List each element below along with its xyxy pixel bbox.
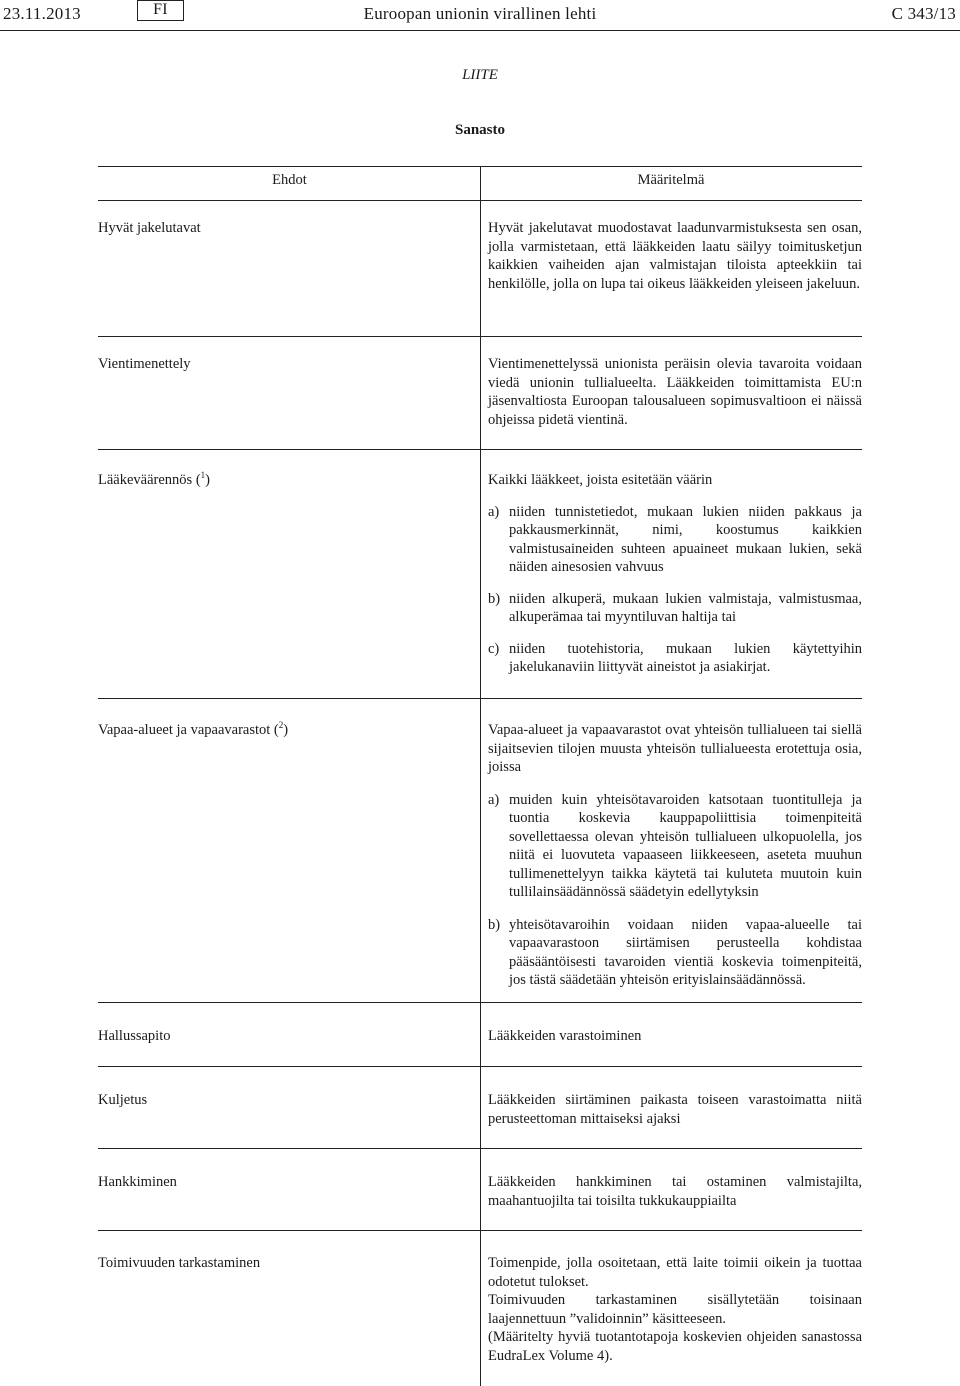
term-row-6: Kuljetus	[98, 1092, 148, 1108]
definition-row-8	[488, 1254, 862, 1365]
term-row-3	[98, 471, 458, 490]
definition-row-7	[488, 1173, 862, 1210]
row-divider	[98, 698, 862, 699]
term-row-2: Vientimenettely	[98, 356, 191, 372]
column-header-terms: Ehdot	[272, 172, 307, 188]
list-item-text: muiden kuin yhteisötavaroiden katsotaan tuontitulleja ja tuontia koskevia kauppapoliittisia toimenpiteitä sovellettaessa olevan yhteisön tullialueen ulkopuolella, jos niitä ei luovuteta vapaaseen liikkeeseen, aseteta muuhun tullimenettelyyn taikka käytetä tai kuluteta muutoin kuin tullilainsäädännössä säädetyin edellytyksin	[509, 791, 862, 900]
list-item-label: b)	[488, 590, 501, 607]
glossary-title: Sanasto	[454, 122, 506, 138]
annex-title: LIITE	[462, 67, 498, 83]
term-row-4	[98, 721, 458, 740]
definition-line: Toimivuuden tarkastaminen sisällytetään toisinaan laajennettuun ”validoinnin” käsitteeseen.	[488, 1292, 862, 1327]
definition-intro: Kaikki lääkkeet, joista esitetään väärin	[488, 472, 713, 488]
list-item	[488, 791, 862, 902]
list-item	[488, 916, 862, 990]
list-item-label: a)	[488, 791, 500, 808]
definition-text: Lääkkeiden hankkiminen tai ostaminen valmistajilta, maahantuojilta tai toisilta tukkukauppiailta	[488, 1174, 862, 1209]
term-row-8: Toimivuuden tarkastaminen	[98, 1255, 261, 1271]
term-row-1: Hyvät jakelutavat	[98, 220, 201, 236]
journal-title: Euroopan unionin virallinen lehti	[363, 4, 597, 23]
definition-text: Vientimenettelyssä unionista peräisin olevia tavaroita voidaan viedä unionin tullialueelta. Lääkkeiden toimittamista EU:n jäsenvaltiosta Euroopan talousalueen sopimusvaltioon ei näissä ohjeissa pidetä vientinä.	[488, 356, 862, 428]
list-item-label: b)	[488, 916, 501, 933]
row-divider	[98, 336, 862, 337]
definition-text: Lääkkeiden siirtäminen paikasta toiseen varastoimatta niitä perusteettoman mittaiseksi ajaksi	[488, 1092, 862, 1127]
publication-date: 23.11.2013	[3, 4, 81, 23]
footnote-ref: 2	[278, 720, 284, 731]
column-header-definitions: Määritelmä	[637, 172, 705, 188]
footnote-ref: 1	[200, 470, 206, 481]
definition-row-5	[488, 1027, 862, 1046]
language-badge: FI	[137, 0, 184, 21]
definition-row-2	[488, 355, 862, 429]
list-item-text: yhteisötavaroihin voidaan niiden vapaa-alueelle tai vapaavarastoon siirtämisen perusteella kohdistaa pääsääntöisesti tavaroiden vientiä koskevia toimenpiteitä, jos tästä säädetään yhteisön erityislainsäädännössä.	[509, 916, 862, 988]
list-item	[488, 503, 862, 577]
term-row-7: Hankkiminen	[98, 1174, 177, 1190]
definition-intro: Vapaa-alueet ja vapaavarastot ovat yhteisön tullialueen tai siellä sijaitsevien tilojen muusta yhteisön tullialueesta erotettuja osia, joissa	[488, 722, 862, 775]
term-row-5: Hallussapito	[98, 1028, 171, 1044]
row-divider	[98, 1002, 862, 1003]
column-divider	[480, 167, 481, 1386]
list-item-label: a)	[488, 503, 500, 520]
list-item-text: niiden alkuperä, mukaan lukien valmistaja, valmistusmaa, alkuperämaa tai myyntiluvan haltija tai	[509, 590, 862, 625]
term-text: Vapaa-alueet ja vapaavarastot (	[98, 722, 279, 738]
row-divider	[98, 1148, 862, 1149]
list-item	[488, 640, 862, 677]
journal-header	[0, 0, 960, 31]
definition-text: Lääkkeiden varastoiminen	[488, 1028, 642, 1044]
term-text-close: )	[205, 472, 210, 488]
list-item-label: c)	[488, 640, 500, 657]
definition-row-6	[488, 1091, 862, 1128]
term-text: Lääkeväärennös (	[98, 472, 201, 488]
definition-row-4	[488, 721, 862, 990]
definition-line: Toimenpide, jolla osoitetaan, että laite toimii oikein ja tuottaa odotetut tulokset.	[488, 1255, 862, 1290]
row-divider	[98, 1066, 862, 1067]
term-text-close: )	[283, 722, 289, 738]
row-divider	[98, 1230, 862, 1231]
definition-row-3	[488, 471, 862, 677]
definition-text: Hyvät jakelutavat muodostavat laadunvarmistuksesta sen osan, jolla varmistetaan, että lääkkeiden laatu säilyy toimitusketjun kaikkien vaiheiden ajan valmistajan tiloista apteekkiin tai henkilölle, jolla on lupa tai oikeus lääkkeiden yleiseen jakeluun.	[488, 220, 862, 292]
list-item-text: niiden tuotehistoria, mukaan lukien käytettyihin jakelukanaviin liittyvät aineistot ja asiakirjat.	[509, 640, 862, 675]
page-reference: C 343/13	[891, 4, 956, 23]
definition-row-1	[488, 219, 862, 293]
definition-line: (Määritelty hyviä tuotantotapoja koskevien ohjeiden sanastossa EudraLex Volume 4).	[488, 1329, 862, 1364]
row-divider	[98, 449, 862, 450]
list-item	[488, 590, 862, 627]
list-item-text: niiden tunnistetiedot, mukaan lukien niiden pakkaus ja pakkausmerkinnät, nimi, koostumus kaikkien valmistusaineiden suhteen apuaineet mukaan lukien, sekä näiden ainesosien vahvuus	[509, 503, 862, 575]
